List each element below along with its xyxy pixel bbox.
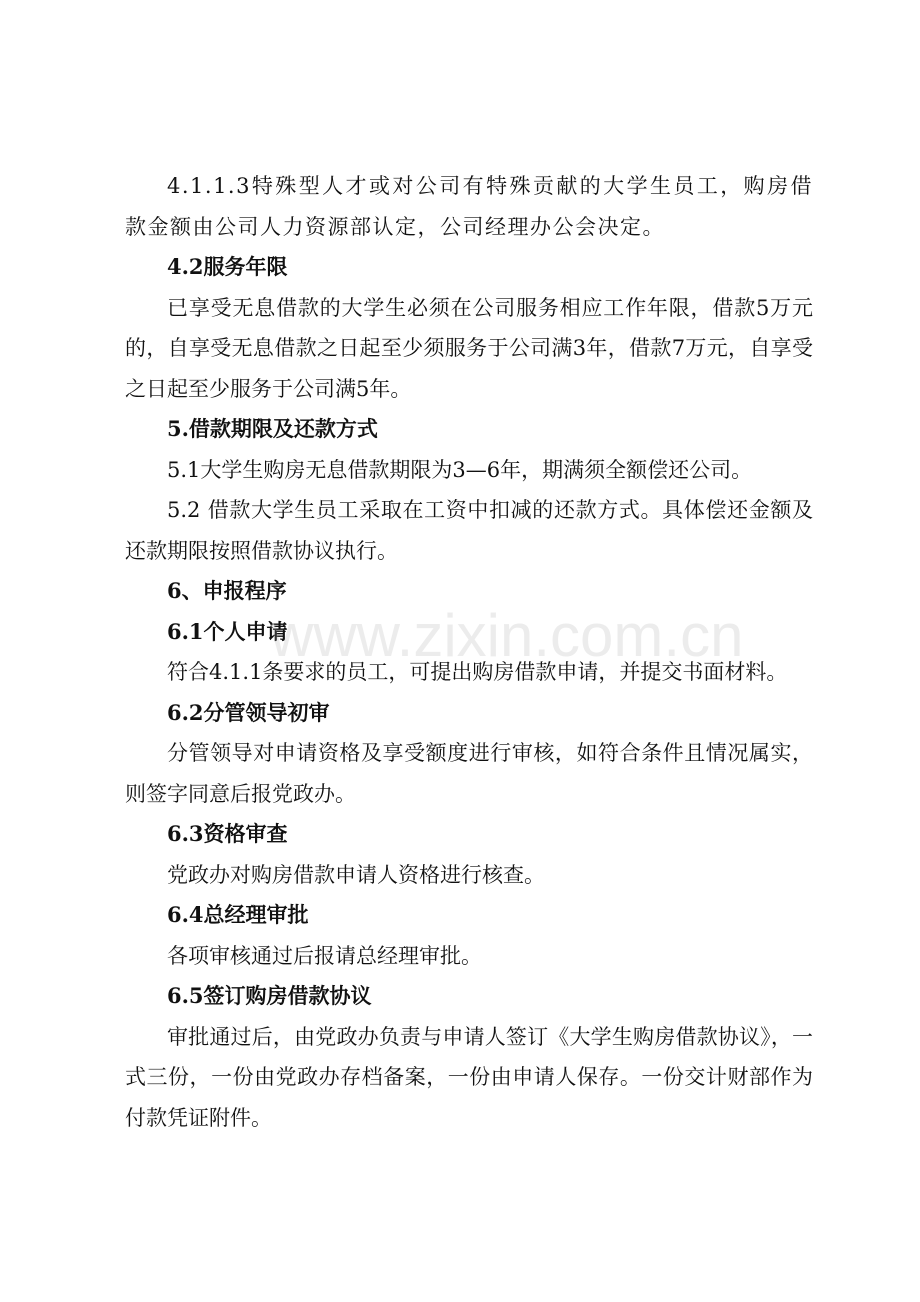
paragraph-6-3: 党政办对购房借款申请人资格进行核查。 [167,862,545,887]
paragraph-service-years: 已享受无息借款的大学生必须在公司服务相应工作年限，借款5万元的，自享受无息借款之日起至少须服务于公司满3年，借款7万元，自享受之日起至少服务于公司满5年。 [125,295,813,401]
heading-6-2: 6.2分管领导初审 [167,699,330,725]
heading-5: 5.借款期限及还款方式 [167,416,378,441]
document-body [125,166,813,1138]
paragraph-5-1: 5.1大学生购房无息借款期限为3—6年，期满须全额偿还公司。 [167,457,753,482]
paragraph-6-5: 审批通过后，由党政办负责与申请人签订《大学生购房借款协议》，一式三份，一份由党政办存档备案，一份由申请人保存。一份交计财部作为付款凭证附件。 [125,1024,813,1130]
heading-6: 6、申报程序 [167,578,287,603]
heading-6-5: 6.5签订购房借款协议 [167,983,372,1008]
heading-6-3: 6.3资格审查 [167,821,288,846]
paragraph-6-1: 符合4.1.1条要求的员工，可提出购房借款申请，并提交书面材料。 [167,660,788,684]
heading-6-1: 6.1个人申请 [167,618,288,644]
heading-6-4: 6.4总经理审批 [167,902,309,927]
paragraph-6-2: 分管领导对申请资格及享受额度进行审核，如符合条件且情况属实，则签字同意后报党政办。 [125,741,813,806]
paragraph-6-4: 各项审核通过后报请总经理审批。 [167,943,482,968]
heading-4-2: 4.2服务年限 [167,254,288,279]
watermark: www.zixin.com.cn [270,602,744,669]
paragraph-5-2: 5.2 借款大学生员工采取在工资中扣减的还款方式。具体偿还金额及还款期限按照借款协议执行。 [125,498,813,563]
paragraph-4-1-1-3: 4.1.1.3特殊型人才或对公司有特殊贡献的大学生员工，购房借款金额由公司人力资源部认定，公司经理办公会决定。 [125,174,813,239]
